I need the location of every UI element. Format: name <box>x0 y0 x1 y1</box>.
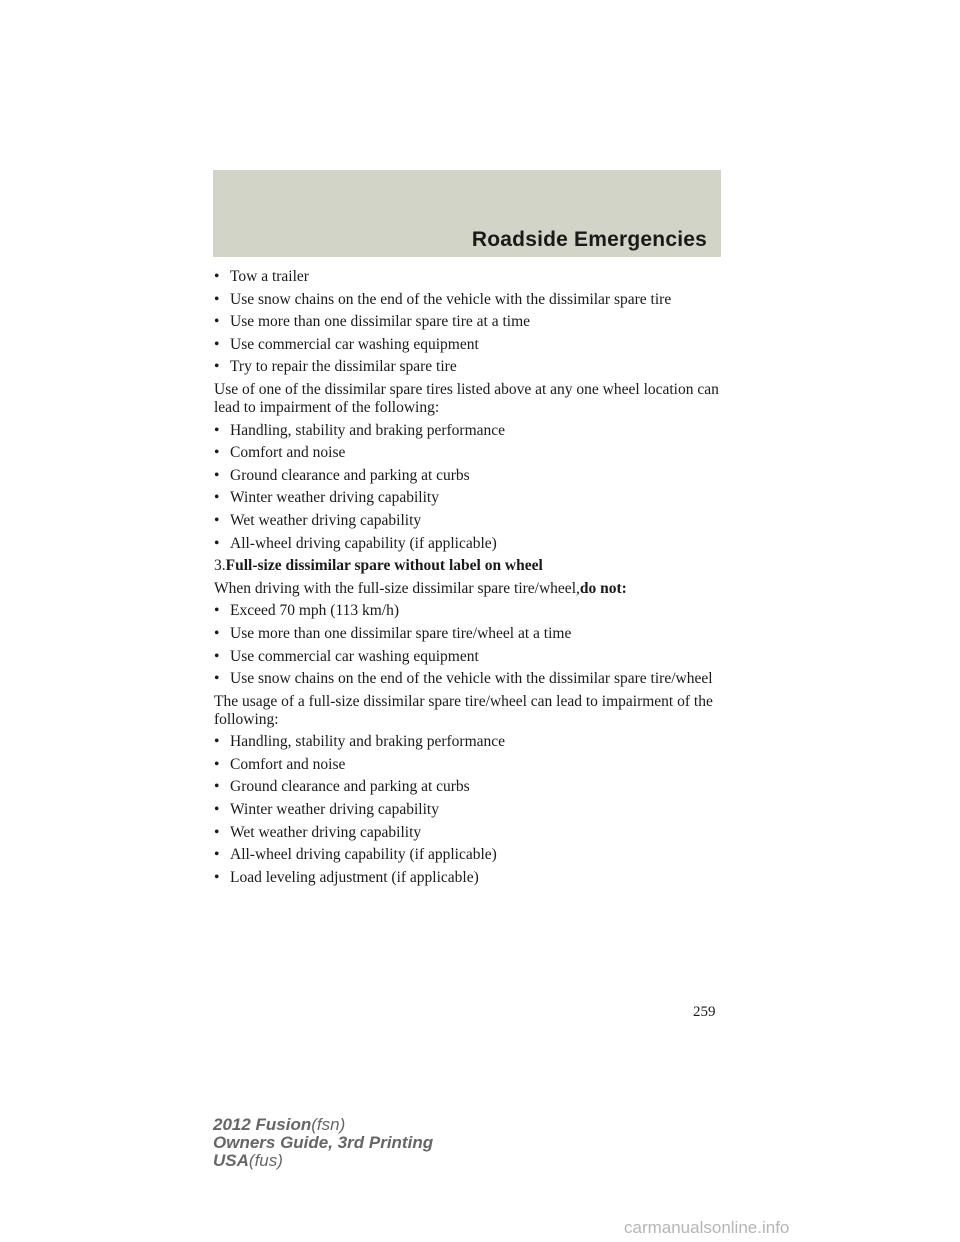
section-3-heading <box>214 557 724 575</box>
bullet-dot: • <box>214 534 220 552</box>
paragraph-driving <box>214 580 724 598</box>
list-item <box>214 846 724 864</box>
bullet-dot: • <box>214 755 220 773</box>
list-item <box>214 313 724 331</box>
list-item-text: Wet weather driving capability <box>230 823 422 841</box>
list-item-text: Tow a trailer <box>230 268 309 285</box>
list-item <box>214 512 724 530</box>
list-item <box>214 648 724 666</box>
footer-model-code: (fsn) <box>311 1115 346 1134</box>
footer-model: 2012 Fusion <box>213 1115 312 1134</box>
list-item <box>214 291 724 309</box>
list-item-text: All-wheel driving capability (if applicable) <box>230 846 497 864</box>
list-item <box>214 422 724 440</box>
list-item <box>214 602 724 620</box>
list-item <box>214 824 724 842</box>
list-item-text: Use snow chains on the end of the vehicle with the dissimilar spare tire <box>230 290 672 308</box>
bullet-dot: • <box>214 823 220 841</box>
bullet-dot: • <box>214 466 220 484</box>
footer-line <box>213 1116 433 1134</box>
bullet-dot: • <box>214 290 220 308</box>
list-item <box>214 489 724 507</box>
section-header-band <box>213 170 721 257</box>
list-item <box>214 756 724 774</box>
list-item <box>214 778 724 796</box>
list-item <box>214 733 724 751</box>
list-item <box>214 869 724 887</box>
bullet-dot: • <box>214 358 220 376</box>
footer-line <box>213 1152 433 1170</box>
bullet-dot: • <box>214 313 220 331</box>
list-item <box>214 670 724 688</box>
section-heading-text: Full-size dissimilar spare without label on wheel <box>225 557 543 575</box>
section-title: Roadside Emergencies <box>471 228 707 251</box>
list-item-text: Wet weather driving capability <box>230 511 422 529</box>
bullet-dot: • <box>214 335 220 353</box>
paragraph-text: When driving with the full-size dissimilar spare tire/wheel, <box>214 579 580 597</box>
list-item <box>214 444 724 462</box>
paragraph-impairment: Use of one of the dissimilar spare tires listed above at any one wheel location can lead to impairment of the following: <box>214 380 719 416</box>
bullet-dot: • <box>214 846 220 864</box>
body-text <box>214 268 724 891</box>
list-item-text: All-wheel driving capability (if applicable) <box>230 534 497 552</box>
bullet-dot: • <box>214 624 220 642</box>
bullet-dot: • <box>214 670 220 688</box>
paragraph-emphasis: do not: <box>579 579 627 597</box>
paragraph-usage: The usage of a full-size dissimilar spare tire/wheel can lead to impairment of the following: <box>214 692 713 728</box>
list-item <box>214 625 724 643</box>
list-item <box>214 801 724 819</box>
list-item-text: Winter weather driving capability <box>230 489 439 507</box>
list-item-text: Use commercial car washing equipment <box>230 647 479 665</box>
footer-market: USA <box>213 1151 249 1170</box>
list-item-text: Use more than one dissimilar spare tire at a time <box>230 313 531 331</box>
section-number: 3. <box>214 557 226 575</box>
list-item-text: Use commercial car washing equipment <box>230 335 479 353</box>
bullet-dot: • <box>214 444 220 462</box>
list-item-text: Exceed 70 mph (113 km/h) <box>230 602 400 620</box>
footer-market-code: (fus) <box>248 1151 283 1170</box>
bullet-dot: • <box>214 778 220 796</box>
list-item <box>214 268 724 286</box>
list-item <box>214 467 724 485</box>
site-watermark: carmanualsonline.info <box>624 1218 790 1237</box>
list-item <box>214 336 724 354</box>
bullet-dot: • <box>214 602 220 620</box>
list-item-text: Handling, stability and braking performance <box>230 421 506 439</box>
list-item-text: Winter weather driving capability <box>230 801 439 819</box>
footer-edition-info <box>213 1116 433 1170</box>
list-item-text: Try to repair the dissimilar spare tire <box>230 358 457 376</box>
list-item-text: Use more than one dissimilar spare tire/wheel at a time <box>230 624 572 642</box>
bullet-dot: • <box>214 511 220 529</box>
bullet-dot: • <box>214 489 220 507</box>
list-item-text: Ground clearance and parking at curbs <box>230 466 470 484</box>
bullet-dot: • <box>214 268 220 285</box>
list-item-text: Ground clearance and parking at curbs <box>230 778 470 796</box>
list-item-text: Comfort and noise <box>230 755 346 773</box>
list-item-text: Use snow chains on the end of the vehicle with the dissimilar spare tire/wheel <box>230 670 713 688</box>
bullet-dot: • <box>214 868 220 886</box>
bullet-dot: • <box>214 421 220 439</box>
list-item-text: Load leveling adjustment (if applicable) <box>230 868 479 886</box>
bullet-dot: • <box>214 801 220 819</box>
bullet-dot: • <box>214 647 220 665</box>
list-item-text: Comfort and noise <box>230 444 346 462</box>
list-item-text: Handling, stability and braking performance <box>230 733 506 751</box>
page-number: 259 <box>693 1004 716 1020</box>
footer-guide-printing: Owners Guide, 3rd Printing <box>213 1133 434 1152</box>
list-item <box>214 535 724 553</box>
list-item <box>214 358 724 376</box>
bullet-dot: • <box>214 733 220 751</box>
